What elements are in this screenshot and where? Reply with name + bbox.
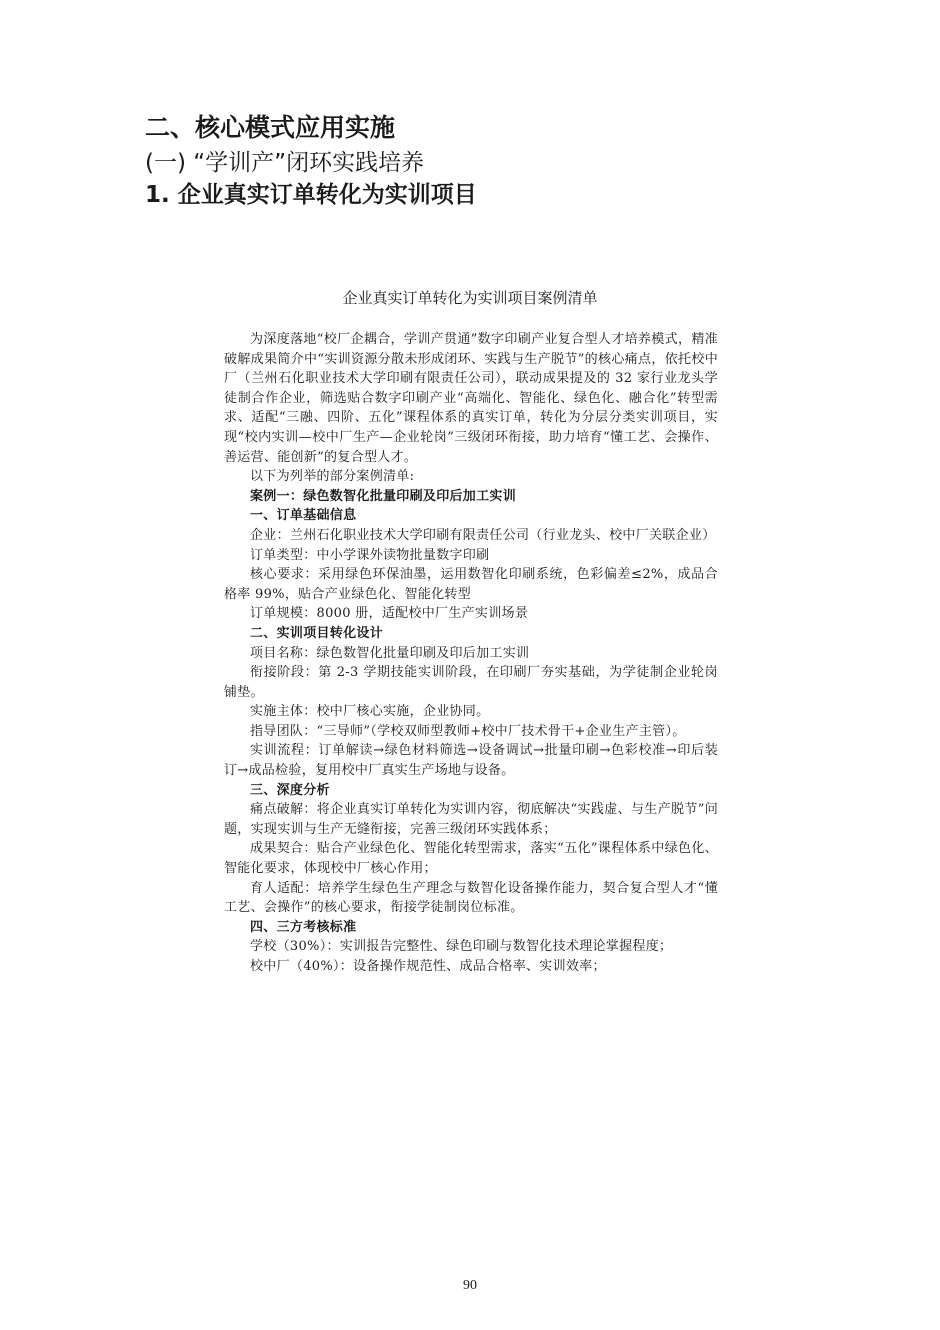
subsection-heading: (一) “学训产”闭环实践培养 <box>145 150 425 176</box>
section-title-analysis: 三、深度分析 <box>250 782 330 798</box>
school-assessment-line: 学校（30%）：实训报告完整性、绿色印刷与数智化技术理论掌握程度； <box>250 939 673 955</box>
process-line: 实训流程：订单解读→绿色材料筛选→设备调试→批量印刷→色彩校准→印后装订→成品检验，复用校中厂真实生产场地与设备。 <box>224 743 718 779</box>
section-title-project-design: 二、实训项目转化设计 <box>250 625 384 641</box>
subject-line: 实施主体：校中厂核心实施，企业协同。 <box>250 704 490 720</box>
page-number: 90 <box>463 1278 477 1293</box>
project-name-line: 项目名称：绿色数智化批量印刷及印后加工实训 <box>250 645 530 661</box>
case-title: 案例一：绿色数智化批量印刷及印后加工实训 <box>250 488 517 504</box>
factory-assessment-line: 校中厂（40%）：设备操作规范性、成品合格率、实训效率； <box>250 959 606 974</box>
heading-block <box>145 112 845 210</box>
core-requirement-line: 核心要求：采用绿色环保油墨，运用数智化印刷系统，色彩偏差≤2%，成品合格率 99%，贴合产业绿色化、智能化转型 <box>224 567 718 602</box>
subsubsection-heading: 1. 企业真实订单转化为实训项目 <box>145 182 477 208</box>
order-type-line: 订单类型：中小学课外读物批量数字印刷 <box>250 547 490 563</box>
list-intro: 以下为列举的部分案例清单: <box>250 469 415 485</box>
education-fit-line: 育人适配：培养学生绿色生产理念与数智化设备操作能力，契合复合型人才“懂工艺、会操作”的核心要求，衔接学徒制岗位标准。 <box>224 880 718 916</box>
team-line: 指导团队：“三导师”（学校双师型教师+校中厂技术骨干+企业生产主管）。 <box>250 723 686 739</box>
document-body <box>224 330 718 977</box>
document-title: 企业真实订单转化为实训项目案例清单 <box>342 289 598 307</box>
stage-line: 衔接阶段：第 2-3 学期技能实训阶段，在印刷厂夯实基础，为学徒制企业轮岗铺垫。 <box>224 665 718 700</box>
section-title-order-info: 一、订单基础信息 <box>250 508 357 524</box>
section-heading: 二、核心模式应用实施 <box>145 113 396 142</box>
enterprise-line: 企业：兰州石化职业技术大学印刷有限责任公司（行业龙头、校中厂关联企业） <box>250 527 716 543</box>
order-scale-line: 订单规模：8000 册，适配校中厂生产实训场景 <box>250 606 529 622</box>
result-fit-line: 成果契合：贴合产业绿色化、智能化转型需求，落实“五化”课程体系中绿色化、智能化要求，体现校中厂核心作用； <box>224 841 718 877</box>
intro-paragraph: 为深度落地“校厂企耦合，学训产贯通”数字印刷产业复合型人才培养模式，精准破解成果简介中“实训资源分散未形成闭环、实践与生产脱节”的核心痛点，依托校中厂（兰州石化职业技术大学印刷有限责任公司），联动成果提及的 32 家行业龙头学徒制合作企业，筛选贴合数字印刷产业“高端化、智能化、绿色化、融合化”转型需求、适配“三融、四阶、五化”课程体系的真实订单，转化为分层分类实训项目，实现“校内实训—校中厂生产—企业轮岗”三级闭环衔接，助力培育“懂工艺、会操作、善运营、能创新”的复合型人才。 <box>224 332 718 465</box>
section-title-assessment: 四、三方考核标准 <box>250 919 357 935</box>
pain-point-line: 痛点破解：将企业真实订单转化为实训内容，彻底解决“实践虚、与生产脱节”问题，实现实训与生产无缝衔接，完善三级闭环实践体系； <box>224 802 718 837</box>
